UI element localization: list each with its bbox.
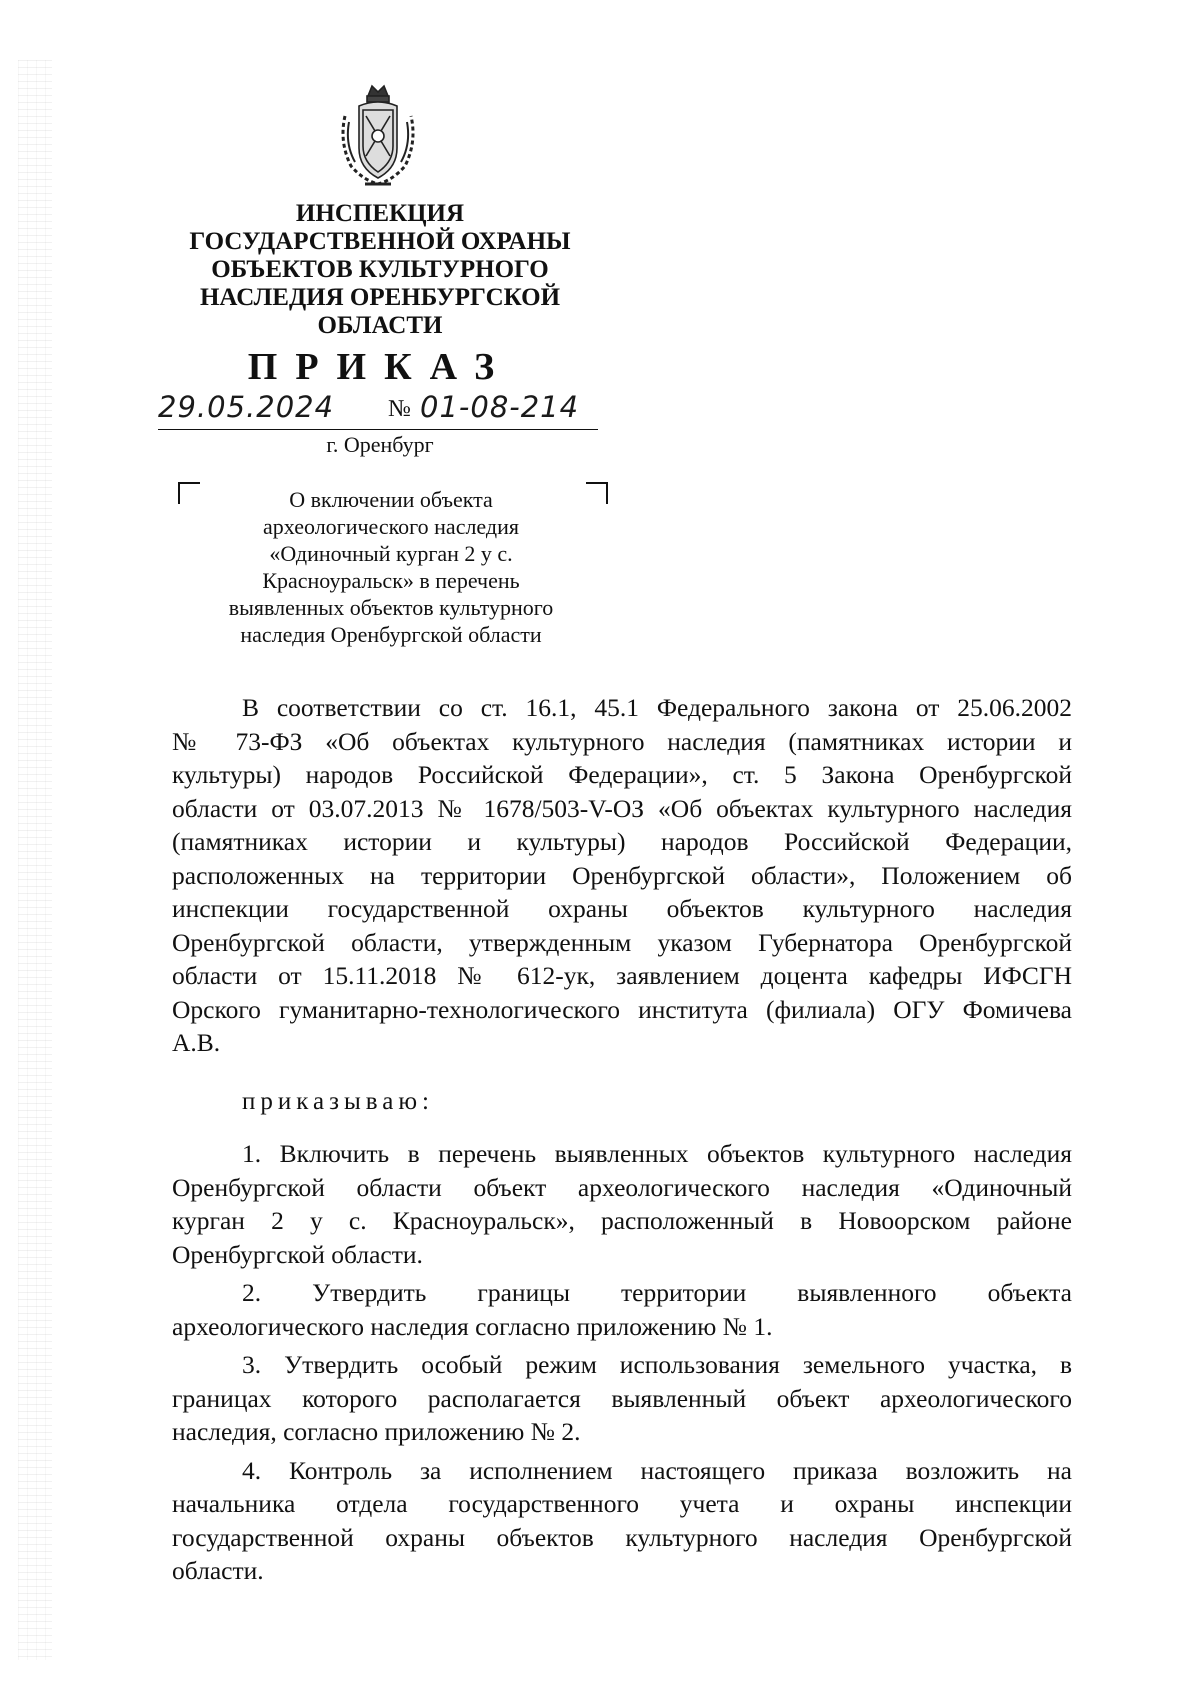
subject-bracket-right <box>586 482 608 504</box>
order-item-1 <box>172 1137 1072 1271</box>
item-line: 2. Утвердить границы территории выявленного объекта <box>242 1278 1072 1307</box>
item-line: 4. Контроль за исполнением настоящего приказа возложить на <box>242 1455 1072 1485</box>
item-line: начальника отдела государственного учета и охраны инспекции <box>172 1489 1072 1518</box>
item-line: государственной охраны объектов культурного наследия Оренбургской <box>172 1522 1072 1552</box>
item-line: 1. Включить в перечень выявленных объектов культурного наследия <box>242 1139 1072 1168</box>
item-line: 3. Утвердить особый режим использования земельного участка, в <box>242 1350 1072 1379</box>
item-line: Оренбургской области. <box>172 1239 423 1269</box>
subject-block <box>196 486 586 648</box>
org-line: ГОСУДАРСТВЕННОЙ ОХРАНЫ <box>189 228 571 255</box>
organization-name <box>150 200 610 340</box>
preamble-line: Оренбургской области, утвержденным указом Губернатора Оренбургской <box>172 927 1072 957</box>
org-line: НАСЛЕДИЯ ОРЕНБУРГСКОЙ <box>199 284 561 311</box>
subject-line: О включении объекта <box>289 487 493 512</box>
handwritten-number: 01-08-214 <box>420 390 580 424</box>
preamble-line: В соответствии со ст. 16.1, 45.1 Федерального закона от 25.06.2002 <box>242 693 1072 722</box>
handwritten-date: 29.05.2024 <box>158 390 335 424</box>
order-item-2 <box>172 1276 1072 1343</box>
item-line: археологического наследия согласно приложению № 1. <box>172 1311 773 1341</box>
subject-line: «Одиночный курган 2 у с. <box>269 541 513 566</box>
preamble-paragraph <box>172 691 1072 1060</box>
org-line: ОБЪЕКТОВ КУЛЬТУРНОГО <box>211 256 549 283</box>
preamble-line: культуры) народов Российской Федерации», ст. 5 Закона Оренбургской <box>172 760 1072 789</box>
order-item-4 <box>172 1454 1072 1588</box>
number-sign: № <box>388 396 411 422</box>
preamble-line: (памятниках истории и культуры) народов Российской Федерации, <box>172 827 1072 856</box>
preamble-line: № 73-ФЗ «Об объектах культурного наследия (памятниках истории и <box>172 726 1072 756</box>
city-label: г. Оренбург <box>326 432 434 457</box>
item-line: курган 2 у с. Красноуральск», расположенный в Новоорском районе <box>172 1206 1072 1235</box>
preamble-line: области от 15.11.2018 № 612-ук, заявлением доцента кафедры ИФСГН <box>172 961 1072 990</box>
preamble-line: Орского гуманитарно-технологического института (филиала) ОГУ Фомичева <box>172 994 1072 1024</box>
preamble-line: расположенных на территории Оренбургской области», Положением об <box>172 860 1072 890</box>
item-line: границах которого располагается выявленный объект археологического <box>172 1383 1072 1413</box>
org-line: ИНСПЕКЦИЯ <box>295 200 465 227</box>
scan-margin-noise <box>18 60 52 1660</box>
subject-line: Красноуральск» в перечень <box>262 568 520 593</box>
order-word: приказываю: <box>242 1088 434 1115</box>
subject-line: наследия Оренбургской области <box>240 622 542 647</box>
subject-line: выявленных объектов культурного <box>228 595 554 620</box>
preamble-line: А.В. <box>172 1028 221 1057</box>
preamble-line: инспекции государственной охраны объектов культурного наследия <box>172 894 1072 923</box>
preamble-line: области от 03.07.2013 № 1678/503-V-ОЗ «Об объектах культурного наследия <box>172 793 1072 823</box>
item-line: наследия, согласно приложению № 2. <box>172 1417 581 1446</box>
coat-of-arms-icon <box>335 82 421 190</box>
subject-line: археологического наследия <box>263 514 519 539</box>
item-line: Оренбургской области объект археологического наследия «Одиночный <box>172 1172 1072 1202</box>
item-line: области. <box>172 1556 264 1585</box>
order-items <box>172 1137 1072 1593</box>
order-item-3 <box>172 1348 1072 1449</box>
org-line: ОБЛАСТИ <box>317 312 443 339</box>
document-type-title: ПРИКАЗ <box>247 346 513 388</box>
